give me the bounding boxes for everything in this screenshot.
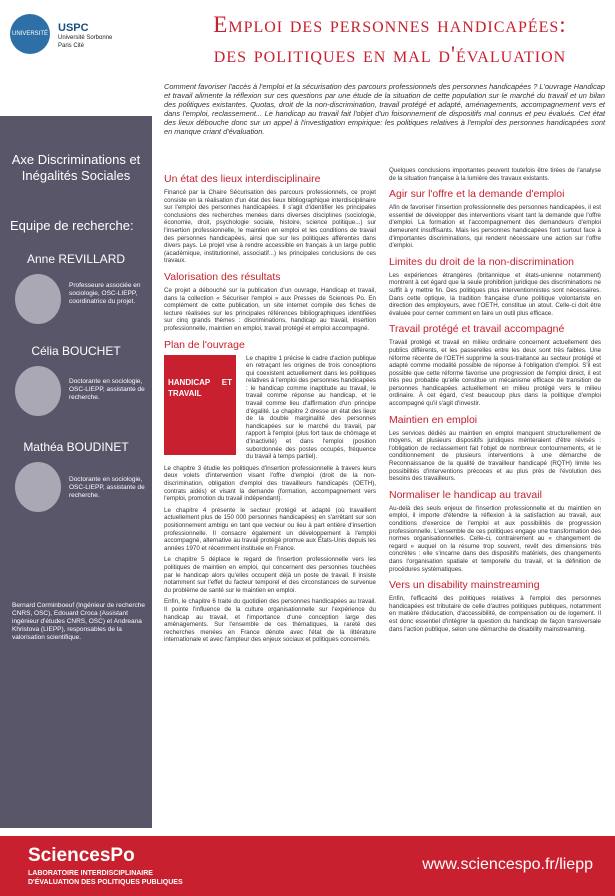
lab-line1: LABORATOIRE INTERDISCIPLINAIRE — [28, 870, 153, 877]
university-logo — [10, 14, 50, 77]
paragraph: Afin de favoriser l'insertion professionnelle des personnes handicapées, il est essentiel de développer des interventions visant tant la demande que l'offre d'emploi. La formation et l'accompagnement des demandeurs d'emploi demeurent insuffisants. Mais les personnes handicapées font surtout face à d'importantes discriminations, qui rendent nécessaire une action sur l'offre d'emploi. — [389, 204, 601, 250]
uspc-text: USPC — [58, 22, 89, 34]
logo1-text: UNIVERSITÉ DE PARIS — [11, 31, 48, 77]
paragraph: Financé par la Chaire Sécurisation des parcours professionnels, ce projet consiste en la réalisation d'un état des lieux bibliographique interdisciplinaire sur l'emploi des personnes handicapées. Il s'agit d'identifier les principales conclusions des recherches menées dans diverses disciplines (sociologie, économie, droit, psychologie sociale, histoire, science politique...) sur l'insertion professionnelle, le maintien en emploi et les conditions de travail des personnes handicapées, ainsi que sur les politiques afférentes dans divers pays. Le projet vise à rendre accessible en français à un large public (académique, institutionnel, associatif...) les principales conclusions de ces travaux. — [164, 189, 376, 265]
column-right — [389, 167, 601, 637]
title-line2: des politiques en mal d'évaluation — [213, 42, 567, 67]
paragraph: Les expériences étrangères (britannique et états-unienne notamment) montrent à cet égard que la seule prohibition juridique des discriminations ne suffit à y mettre fin. Des politiques plus interventionnistes sont nécessaires. Dans cette optique, la tradition française d'une politique volontariste en direction des employeurs, avec l'OETH, constitue un atout. Celle-ci doit être évaluée pour cerner comment en faire un outil plus efficace. — [389, 271, 601, 317]
paragraph: Travail protégé et travail en milieu ordinaire concernent actuellement des publics différents, et les passerelles entre les deux sont très faibles. Une réforme récente de l'OETH supprime la sous-traitance au secteur protégé et adapté comme modalité possible de réponse à l'obligation d'emploi. S'il est possible que cette réforme favorise une progression de l'emploi direct, il est très peu probable qu'elle constitue un mécanisme efficace de transition de personnes handicapées actuellement en milieu protégé vers le milieu ordinaire. À cet égard, c'est beaucoup plus dans la politique d'emploi accompagné qu'il s'agit d'investir. — [389, 339, 601, 408]
paragraph: Le chapitre 4 présente le secteur protégé et adapté (où travaillent actuellement plus de 150 000 personnes handicapées) en s'arrêtant sur son positionnement ambigu en tant que vecteur ou lieu à part entière d'insertion professionnelle. Il consacre également un développement à l'emploi accompagné, alternative au travail protégé promue aux États-Unis depuis les années 1970 et récemment instituée en France. — [164, 506, 376, 552]
section-heading: Agir sur l'offre et la demande d'emploi — [389, 188, 565, 201]
uspc-logo — [58, 22, 112, 50]
axis-title: Axe Discriminations et Inégalités Sociales — [11, 152, 141, 183]
footer — [0, 836, 615, 896]
person-desc: Doctorante en sociologie, OSC-LIEPP, assistante de recherche. — [69, 476, 145, 499]
credits: Bernard Corminboeuf (Ingénieur de recherche CNRS, OSC), Edouard Croca (Assistant ingénieur d'études CNRS, OSC) et Andreana Khristova (LIEPP), responsables de la valorisation scientifique. — [12, 602, 145, 641]
intro-text: Comment favoriser l'accès à l'emploi et la sécurisation des parcours professionnels des personnes handicapées ? L'ouvrage Handicap et travail alimente la réflexion sur ces questions par une étude de la situation de cette population sur le marché du travail et un bilan des politiques existantes. Quotas, droit de la non-discrimination, travail protégé et adapté, aménagements, accompagnement vers et dans l'emploi, reclassement... Le handicap au travail fait l'objet d'un foisonnement de dispositifs mal connus et peu évalués. Cet état des lieux débouche donc sur un appel à l'investigation empirique: les politiques relatives à l'emploi des personnes handicapées sont en manque criant d'évaluation. — [164, 82, 605, 136]
uspc-line2: Paris Cité — [58, 43, 85, 49]
paragraph: Le chapitre 5 déplace le regard de l'insertion professionnelle vers les politiques de maintien en emploi, qui concernent des personnes touchées par le handicap alors qu'elles occupent déjà un poste de travail. Il insiste notamment sur l'effet du facteur temporel et des circonstances de survenue du problème de santé sur le maintien en emploi. — [164, 556, 376, 594]
person-name: Mathéa BOUDINET — [23, 440, 129, 454]
book-title: HANDICAP ET TRAVAIL — [168, 377, 232, 398]
section-heading: Travail protégé et travail accompagné — [389, 323, 565, 336]
sciencespo-logo: SciencesPo — [28, 845, 135, 866]
person-photo — [15, 274, 61, 324]
person-name: Anne REVILLARD — [26, 252, 126, 266]
lab-line2: D'ÉVALUATION DES POLITIQUES PUBLIQUES — [28, 879, 183, 886]
person-name: Célia BOUCHET — [31, 344, 121, 358]
uspc-line1: Université Sorbonne — [58, 35, 113, 41]
page-title — [190, 10, 590, 70]
paragraph: Quelques conclusions importantes peuvent toutefois être tirées de l'analyse de la situation française à la lumière des travaux existants. — [389, 167, 601, 182]
lab-name — [28, 869, 183, 887]
section-heading: Plan de l'ouvrage — [164, 338, 245, 351]
column-left — [164, 167, 376, 648]
section-heading: Maintien en emploi — [389, 413, 478, 426]
website-link[interactable]: www.sciencespo.fr/liepp — [422, 856, 593, 873]
section-heading: Valorisation des résultats — [164, 270, 281, 283]
paragraph: Enfin, l'efficacité des politiques relatives à l'emploi des personnes handicapées est tributaire de celle d'autres politiques publiques, notamment en matière d'éducation, d'accessibilité, de compensation ou de logement. Il est donc essentiel d'intégrer la question du handicap de façon transversale dans l'action publique, selon une démarche de disability mainstreaming. — [389, 595, 601, 633]
section-heading: Vers un disability mainstreaming — [389, 579, 540, 592]
paragraph: Au-delà des seuls enjeux de l'insertion professionnelle et du maintien en emploi, il importe d'étendre la réflexion à la satisfaction au travail, aux conditions d'exercice de l'emploi et aux possibilités de progression professionnelle. L'ensemble de ces politiques engage une transformation des normes organisationnelles. Celle-ci, contrairement au « changement de regard » auquel on la résume trop souvent, revêt des dimensions très concrètes : elle s'incarne dans des dispositifs matériels, des changements dans l'organisation spatiale et temporelle du travail, et la définition de procédures systématiques. — [389, 504, 601, 573]
sidebar — [0, 116, 152, 828]
person-photo — [15, 366, 61, 416]
team-heading: Equipe de recherche: — [10, 218, 134, 233]
person-desc: Professeure associée en sociologie, OSC-LIEPP, coordinatrice du projet. — [69, 282, 141, 305]
paragraph: Les services dédiés au maintien en emploi manquent structurellement de moyens, et plusieurs dispositifs juridiques mériteraient d'être révisés : l'obligation de reclassement fait l'objet de nombreux contournements, et le conditionnement de plusieurs interventions à une démarche de Reconnaissance de la qualité de travailleur handicapé (RQTH) limite les possibilités d'interventions précoces et au plus près de l'évolution des besoins des travailleurs. — [389, 429, 601, 483]
title-line1: Emploi des personnes handicapées: — [213, 12, 567, 37]
paragraph: Enfin, le chapitre 6 traite du quotidien des personnes handicapées au travail. Il pointe l'influence de la culture organisationnelle sur l'expérience du handicap au travail, et l'importance d'une conception large des aménagements. Sur l'ensemble de ces thématiques, la rareté des recherches menées en France dénote avec l'état de la littérature internationale et avec l'ampleur des enjeux sociaux et politiques concernés. — [164, 598, 376, 644]
section-heading: Limites du droit de la non-discrimination — [389, 255, 575, 268]
person-desc: Doctorante en sociologie, OSC-LIEPP, assistante de recherche. — [69, 378, 145, 401]
paragraph: Le chapitre 3 étudie les politiques d'insertion professionnelle à travers leurs deux volets d'intervention visant l'offre d'emploi (droit de la non-discrimination, obligation d'emploi des travailleurs handicapés (OETH), contrats aidés) et visant la demande (formation, accompagnement vers l'emploi, promotion du travail indépendant). — [164, 464, 376, 503]
section-heading: Normaliser le handicap au travail — [389, 488, 542, 501]
person-photo — [15, 462, 61, 512]
paragraph: Ce projet a débouché sur la publication d'un ouvrage, Handicap et travail, dans la collection « Sécuriser l'emploi » aux Presses de Sciences Po. En complément de cette publication, un site internet compile des fiches de lecture réalisées sur les principales références bibliographiques identifiées sur cinq grands thèmes : discriminations, handicap au travail, insertion professionnelle, maintien en emploi, travail protégé et emploi accompagné. — [164, 286, 376, 332]
book-cover — [164, 355, 236, 455]
paragraph: Le chapitre 1 précise le cadre d'action publique en retraçant les origines de trois conceptions qui coexistent actuellement dans les politiques relatives à l'emploi des personnes handicapées : le handicap comme inaptitude au travail, le travail comme réponse au handicap, et le travail comme lieu d'affirmation d'un principe d'égalité. Le chapitre 2 dresse un état des lieux de la double marginalité des personnes handicapées sur le marché du travail, par rapport à l'emploi (plus fort taux de chômage et d'inactivité) et dans l'emploi (position subordonnée des postes occupés, fréquence du travail à temps partiel). — [246, 354, 376, 461]
header — [0, 0, 615, 75]
section-heading: Un état des lieux interdisciplinaire — [164, 173, 321, 185]
